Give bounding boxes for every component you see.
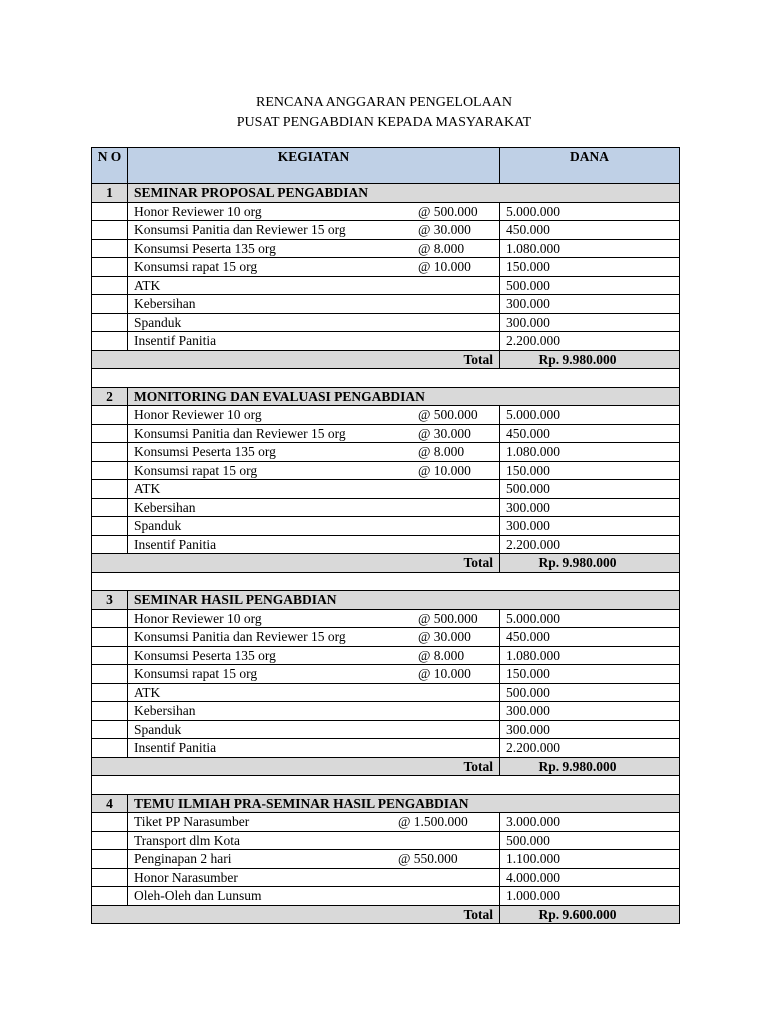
- item-amount: 450.000: [500, 628, 680, 647]
- item-amount: 300.000: [500, 720, 680, 739]
- item-rate: @ 500.000: [418, 610, 478, 626]
- item-number-cell: [92, 868, 128, 887]
- item-name: ATK: [134, 277, 161, 293]
- item-number-cell: [92, 202, 128, 221]
- item-rate: @ 10.000: [418, 462, 471, 478]
- item-name: ATK: [134, 481, 161, 497]
- item-rate: @ 8.000: [418, 240, 465, 256]
- budget-item-row: [92, 461, 680, 480]
- spacer-cell: [92, 776, 680, 795]
- item-number-cell: [92, 702, 128, 721]
- item-amount: 300.000: [500, 498, 680, 517]
- item-description-cell: [128, 702, 500, 721]
- item-description-cell: [128, 646, 500, 665]
- item-amount: 150.000: [500, 461, 680, 480]
- section-title: SEMINAR PROPOSAL PENGABDIAN: [128, 184, 680, 203]
- table-header-row: [92, 148, 680, 184]
- item-name: Spanduk: [134, 518, 182, 534]
- item-name: Konsumsi rapat 15 org: [134, 666, 258, 682]
- item-description-cell: [128, 517, 500, 536]
- item-description-cell: [128, 332, 500, 351]
- item-number-cell: [92, 535, 128, 554]
- item-amount: 5.000.000: [500, 202, 680, 221]
- total-value: Rp. 9.980.000: [500, 350, 680, 369]
- budget-item-row: [92, 406, 680, 425]
- item-amount: 300.000: [500, 517, 680, 536]
- budget-item-row: [92, 313, 680, 332]
- item-name: Honor Reviewer 10 org: [134, 203, 262, 219]
- item-amount: 1.100.000: [500, 850, 680, 869]
- item-rate: @ 30.000: [418, 629, 471, 644]
- item-description-cell: [128, 887, 500, 906]
- total-label: Total: [92, 757, 500, 776]
- item-name: Kebersihan: [134, 296, 196, 312]
- item-description-cell: [128, 239, 500, 258]
- item-amount: 150.000: [500, 258, 680, 277]
- item-amount: 150.000: [500, 665, 680, 684]
- item-amount: 4.000.000: [500, 868, 680, 887]
- item-description-cell: [128, 295, 500, 314]
- section-number: 1: [92, 184, 128, 203]
- item-number-cell: [92, 221, 128, 240]
- item-name: Honor Reviewer 10 org: [134, 407, 262, 423]
- item-name: Spanduk: [134, 314, 182, 330]
- item-number-cell: [92, 313, 128, 332]
- item-description-cell: [128, 406, 500, 425]
- item-number-cell: [92, 258, 128, 277]
- budget-item-row: [92, 535, 680, 554]
- item-number-cell: [92, 276, 128, 295]
- item-number-cell: [92, 813, 128, 832]
- item-number-cell: [92, 720, 128, 739]
- section-total-row: [92, 350, 680, 369]
- total-value: Rp. 9.980.000: [500, 757, 680, 776]
- section-header-row: [92, 184, 680, 203]
- item-description-cell: [128, 628, 500, 647]
- item-description-cell: [128, 202, 500, 221]
- item-number-cell: [92, 443, 128, 462]
- item-amount: 300.000: [500, 702, 680, 721]
- item-number-cell: [92, 461, 128, 480]
- item-name: Tiket PP Narasumber: [134, 814, 250, 830]
- item-amount: 450.000: [500, 221, 680, 240]
- budget-table: [91, 147, 680, 924]
- item-description-cell: [128, 868, 500, 887]
- section-number: 4: [92, 794, 128, 813]
- item-number-cell: [92, 628, 128, 647]
- item-description-cell: [128, 739, 500, 758]
- spacer-row: [92, 369, 680, 388]
- item-description-cell: [128, 720, 500, 739]
- item-rate: @ 550.000: [398, 851, 458, 866]
- budget-item-row: [92, 517, 680, 536]
- section-number: 3: [92, 591, 128, 610]
- item-name: Konsumsi Peserta 135 org: [134, 647, 276, 663]
- item-number-cell: [92, 609, 128, 628]
- item-name: Konsumsi Panitia dan Reviewer 15 org: [134, 222, 346, 238]
- item-name: Transport dlm Kota: [134, 832, 241, 848]
- budget-item-row: [92, 646, 680, 665]
- budget-item-row: [92, 332, 680, 351]
- document-title-line2: PUSAT PENGABDIAN KEPADA MASYARAKAT: [236, 115, 532, 130]
- item-description-cell: [128, 665, 500, 684]
- item-name: Konsumsi Panitia dan Reviewer 15 org: [134, 629, 346, 645]
- item-number-cell: [92, 295, 128, 314]
- item-description-cell: [128, 313, 500, 332]
- item-number-cell: [92, 332, 128, 351]
- item-rate: @ 500.000: [418, 203, 478, 219]
- item-amount: 2.200.000: [500, 739, 680, 758]
- item-name: ATK: [134, 684, 161, 700]
- total-value: Rp. 9.980.000: [500, 554, 680, 573]
- header-kegiatan: KEGIATAN: [128, 148, 500, 184]
- item-number-cell: [92, 646, 128, 665]
- budget-item-row: [92, 424, 680, 443]
- item-number-cell: [92, 739, 128, 758]
- spacer-row: [92, 776, 680, 795]
- item-name: Kebersihan: [134, 499, 196, 515]
- item-name: Konsumsi Peserta 135 org: [134, 444, 276, 460]
- spacer-cell: [92, 369, 680, 388]
- item-amount: 5.000.000: [500, 609, 680, 628]
- total-label: Total: [92, 554, 500, 573]
- item-name: Konsumsi rapat 15 org: [134, 462, 258, 478]
- budget-item-row: [92, 720, 680, 739]
- total-value: Rp. 9.600.000: [500, 905, 680, 924]
- item-amount: 500.000: [500, 831, 680, 850]
- total-label: Total: [92, 350, 500, 369]
- item-rate: @ 8.000: [418, 444, 465, 459]
- item-name: Insentif Panitia: [134, 333, 217, 349]
- item-number-cell: [92, 683, 128, 702]
- item-name: Penginapan 2 hari: [134, 851, 232, 867]
- item-number-cell: [92, 480, 128, 499]
- section-total-row: [92, 554, 680, 573]
- item-rate: @ 30.000: [418, 222, 471, 237]
- item-description-cell: [128, 461, 500, 480]
- item-description-cell: [128, 831, 500, 850]
- item-name: Honor Reviewer 10 org: [134, 610, 262, 626]
- budget-item-row: [92, 443, 680, 462]
- item-number-cell: [92, 831, 128, 850]
- item-number-cell: [92, 424, 128, 443]
- budget-item-row: [92, 239, 680, 258]
- item-amount: 500.000: [500, 683, 680, 702]
- budget-item-row: [92, 276, 680, 295]
- budget-item-row: [92, 480, 680, 499]
- budget-item-row: [92, 868, 680, 887]
- item-amount: 5.000.000: [500, 406, 680, 425]
- item-description-cell: [128, 850, 500, 869]
- item-description-cell: [128, 813, 500, 832]
- item-rate: @ 30.000: [418, 425, 471, 441]
- section-header-row: [92, 591, 680, 610]
- item-name: Spanduk: [134, 721, 182, 737]
- item-amount: 300.000: [500, 313, 680, 332]
- item-name: Kebersihan: [134, 703, 196, 719]
- item-name: Insentif Panitia: [134, 536, 217, 552]
- spacer-cell: [92, 572, 680, 591]
- item-amount: 1.080.000: [500, 646, 680, 665]
- item-name: Honor Narasumber: [134, 869, 238, 885]
- spacer-row: [92, 572, 680, 591]
- budget-item-row: [92, 831, 680, 850]
- budget-item-row: [92, 702, 680, 721]
- item-amount: 1.080.000: [500, 443, 680, 462]
- item-description-cell: [128, 535, 500, 554]
- item-amount: 1.000.000: [500, 887, 680, 906]
- item-rate: @ 500.000: [418, 407, 478, 422]
- budget-item-row: [92, 887, 680, 906]
- item-name: Konsumsi rapat 15 org: [134, 259, 258, 275]
- item-amount: 500.000: [500, 480, 680, 499]
- document-title-line1: RENCANA ANGGARAN PENGELOLAAN: [256, 95, 512, 110]
- item-name: Konsumsi Peserta 135 org: [134, 240, 276, 256]
- item-name: Oleh-Oleh dan Lunsum: [134, 888, 262, 904]
- item-number-cell: [92, 498, 128, 517]
- section-title: MONITORING DAN EVALUASI PENGABDIAN: [128, 387, 680, 406]
- header-no: N O: [92, 148, 128, 184]
- item-description-cell: [128, 258, 500, 277]
- item-name: Konsumsi Panitia dan Reviewer 15 org: [134, 425, 346, 441]
- budget-item-row: [92, 202, 680, 221]
- budget-item-row: [92, 295, 680, 314]
- item-number-cell: [92, 665, 128, 684]
- item-description-cell: [128, 221, 500, 240]
- section-total-row: [92, 905, 680, 924]
- item-amount: 2.200.000: [500, 332, 680, 351]
- budget-item-row: [92, 739, 680, 758]
- item-description-cell: [128, 480, 500, 499]
- section-title: SEMINAR HASIL PENGABDIAN: [128, 591, 680, 610]
- section-header-row: [92, 387, 680, 406]
- item-rate: @ 10.000: [418, 666, 471, 681]
- budget-item-row: [92, 221, 680, 240]
- item-amount: 1.080.000: [500, 239, 680, 258]
- item-amount: 450.000: [500, 424, 680, 443]
- item-description-cell: [128, 683, 500, 702]
- item-number-cell: [92, 850, 128, 869]
- budget-item-row: [92, 665, 680, 684]
- item-name: Insentif Panitia: [134, 740, 217, 756]
- budget-item-row: [92, 683, 680, 702]
- header-dana: DANA: [500, 148, 680, 184]
- item-amount: 3.000.000: [500, 813, 680, 832]
- item-number-cell: [92, 517, 128, 536]
- total-label: Total: [92, 905, 500, 924]
- item-description-cell: [128, 276, 500, 295]
- item-description-cell: [128, 498, 500, 517]
- section-title: TEMU ILMIAH PRA-SEMINAR HASIL PENGABDIAN: [128, 794, 680, 813]
- item-description-cell: [128, 609, 500, 628]
- item-rate: @ 8.000: [418, 647, 465, 663]
- item-number-cell: [92, 239, 128, 258]
- item-number-cell: [92, 406, 128, 425]
- item-rate: @ 10.000: [418, 259, 471, 274]
- budget-item-row: [92, 498, 680, 517]
- budget-item-row: [92, 609, 680, 628]
- section-header-row: [92, 794, 680, 813]
- item-amount: 2.200.000: [500, 535, 680, 554]
- item-amount: 500.000: [500, 276, 680, 295]
- item-description-cell: [128, 424, 500, 443]
- budget-item-row: [92, 813, 680, 832]
- item-rate: @ 1.500.000: [398, 814, 468, 829]
- budget-item-row: [92, 850, 680, 869]
- item-number-cell: [92, 887, 128, 906]
- budget-item-row: [92, 258, 680, 277]
- item-amount: 300.000: [500, 295, 680, 314]
- section-total-row: [92, 757, 680, 776]
- item-description-cell: [128, 443, 500, 462]
- budget-item-row: [92, 628, 680, 647]
- section-number: 2: [92, 387, 128, 406]
